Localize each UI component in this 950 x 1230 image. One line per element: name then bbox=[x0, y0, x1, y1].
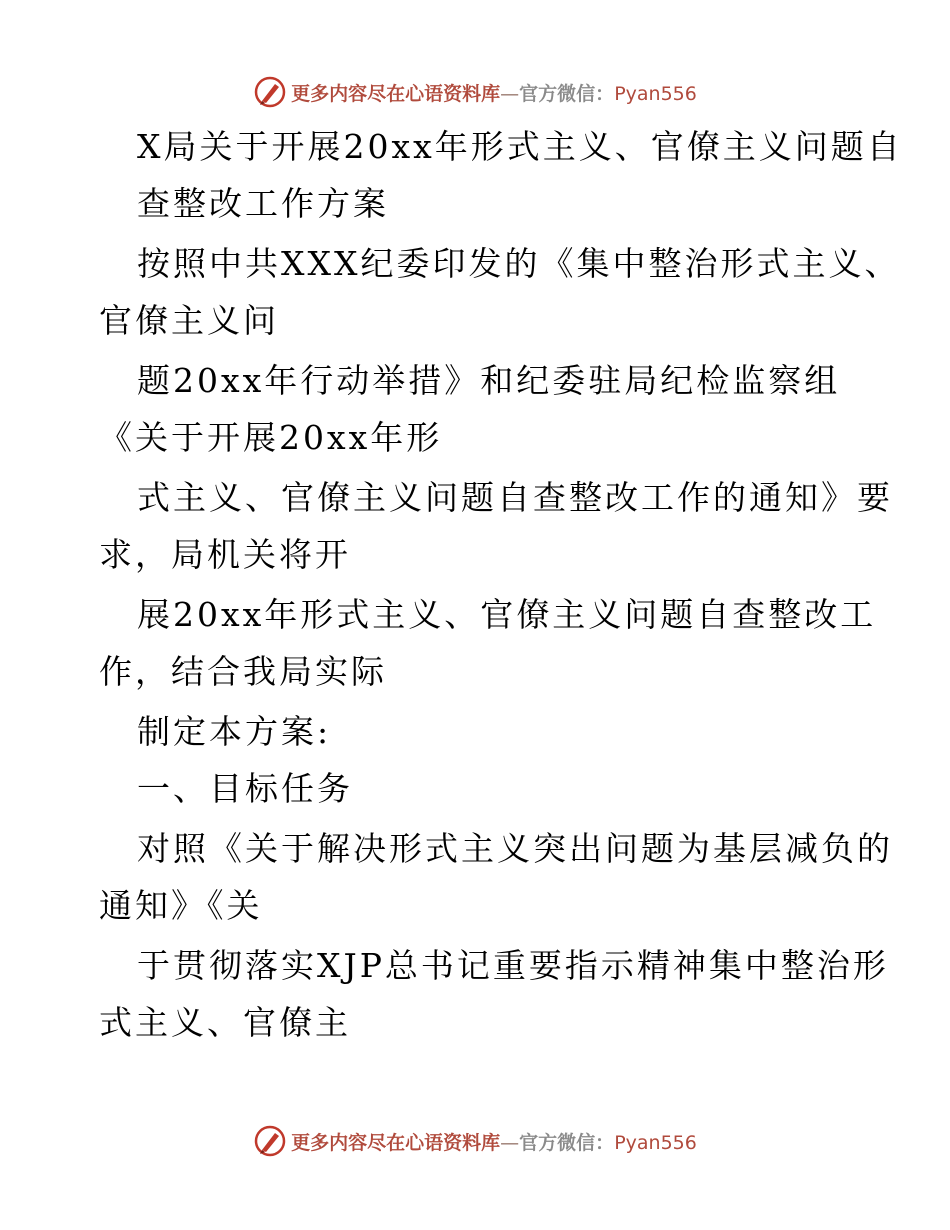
title-line-1: X局关于开展20xx年形式主义、官僚主义问题自 bbox=[137, 127, 903, 166]
body-line: 于贯彻落实XJP总书记重要指示精神集中整治形 bbox=[137, 946, 889, 985]
body-line: 题20xx年行动举措》和纪委驻局纪检监察组 bbox=[137, 361, 841, 400]
body-line: 式主义、官僚主义问题自查整改工作的通知》要 bbox=[137, 478, 893, 517]
watermark-separator: — bbox=[500, 1131, 520, 1154]
body-line: 按照中共XXX纪委印发的《集中整治形式主义、 bbox=[137, 244, 901, 283]
body-line: 式主义、官僚主 bbox=[99, 1003, 351, 1042]
watermark-official-label: 官方微信： bbox=[519, 82, 615, 105]
body-line: 制定本方案: bbox=[137, 712, 332, 751]
watermark-separator: — bbox=[500, 82, 520, 105]
body-line: 官僚主义问 bbox=[99, 301, 279, 340]
watermark-text bbox=[291, 1128, 697, 1155]
body-line: 展20xx年形式主义、官僚主义问题自查整改工 bbox=[137, 595, 877, 634]
title-line-2: 查整改工作方案 bbox=[137, 184, 389, 223]
footer-watermark bbox=[0, 1121, 950, 1161]
body-line: 通知》《关 bbox=[99, 886, 263, 925]
body-line: 《关于开展20xx年形 bbox=[99, 418, 443, 457]
pen-logo-icon bbox=[253, 1124, 287, 1158]
watermark-main: 更多内容尽在心语资料库 bbox=[291, 1131, 501, 1154]
watermark-wechat-id: Pyan556 bbox=[614, 1131, 697, 1154]
body-line: 作，结合我局实际 bbox=[99, 652, 387, 691]
watermark-wechat-id: Pyan556 bbox=[614, 82, 697, 105]
body-line: 对照《关于解决形式主义突出问题为基层减负的 bbox=[137, 829, 893, 868]
body-line: 求，局机关将开 bbox=[99, 535, 351, 574]
watermark-official-label: 官方微信： bbox=[519, 1131, 615, 1154]
watermark-main: 更多内容尽在心语资料库 bbox=[291, 82, 501, 105]
section-heading: 一、目标任务 bbox=[137, 769, 353, 808]
